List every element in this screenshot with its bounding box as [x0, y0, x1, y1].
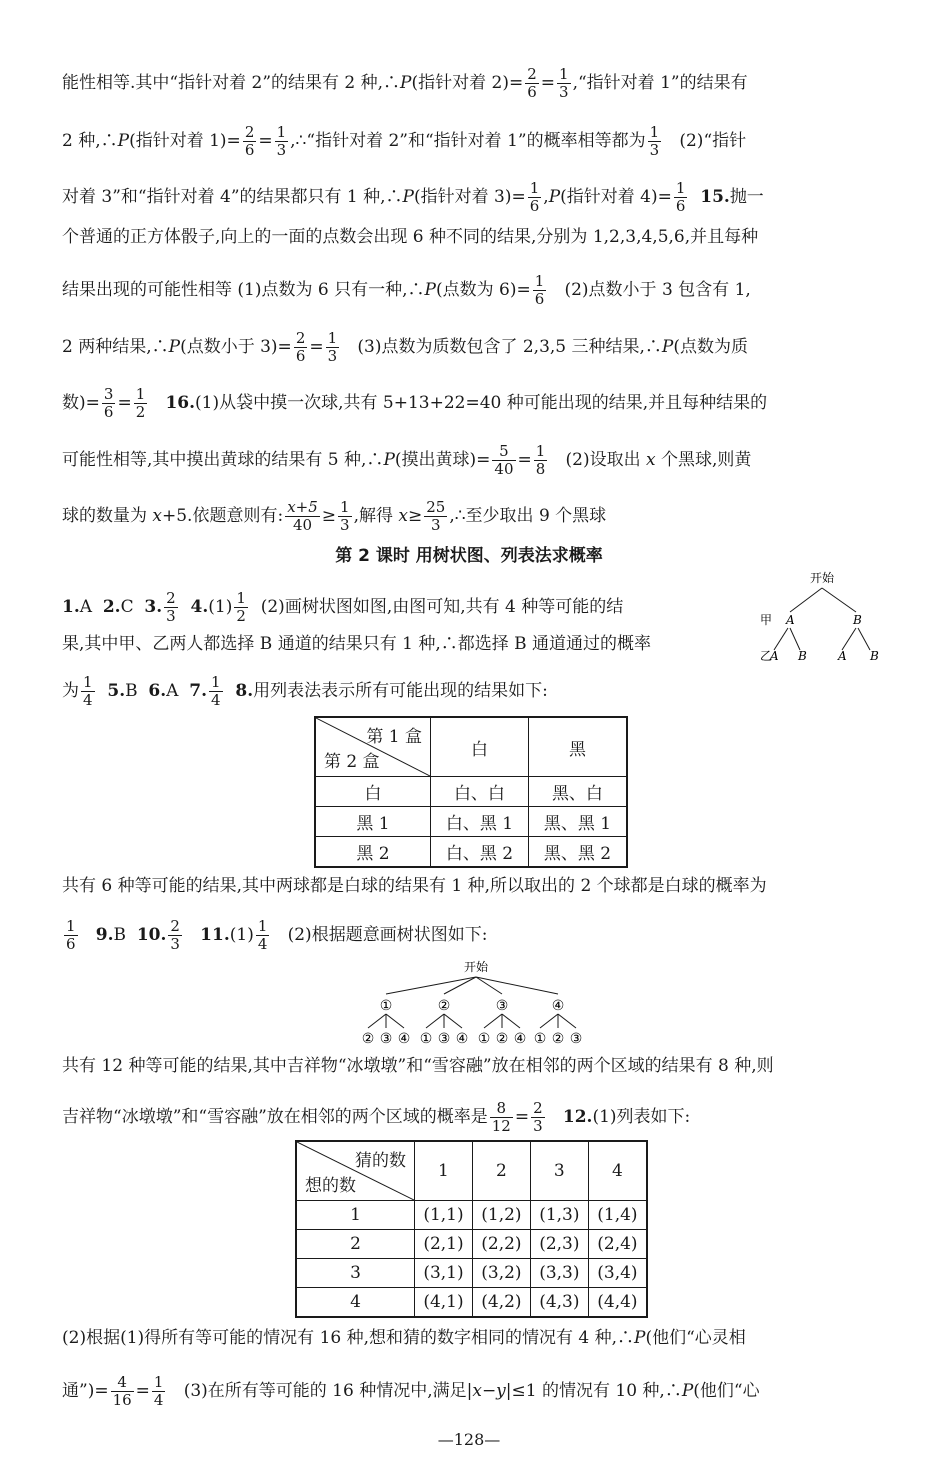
fraction: $\frac{1}{3}$ [649, 123, 660, 159]
tree-node: B [870, 649, 879, 663]
tree-root: 开始 [463, 960, 489, 974]
text-line-17 [62, 1328, 746, 1348]
geq: ≥ [321, 506, 337, 526]
variable: x [152, 506, 162, 526]
table-cell: (1,2) [472, 1201, 530, 1230]
tree-leaf: ② [361, 1031, 375, 1047]
table-cell: 黑、黑 2 [528, 837, 627, 867]
tree-edge [558, 1014, 576, 1028]
text: (2)点数小于 3 包含有 1, [564, 280, 751, 300]
fraction: $\frac{2}{6}$ [244, 123, 255, 159]
section-title: 第 2 课时 用树状图、列表法求概率 [335, 546, 603, 566]
fraction: $\frac{1}{4}$ [153, 1373, 164, 1409]
row-header: 黑 2 [315, 837, 431, 867]
text: 球的数量为 [62, 506, 147, 526]
fraction: $\frac{2}{3}$ [170, 917, 180, 953]
tree-edge [858, 628, 870, 650]
tree-leaf: ④ [455, 1031, 469, 1047]
tree-edge [774, 628, 788, 650]
tree-leaf: ③ [437, 1031, 451, 1047]
prob-symbol: P [400, 73, 412, 93]
tree-node: B [798, 649, 807, 663]
text: 通”)= [62, 1381, 109, 1401]
question-number: 11. [200, 925, 230, 945]
table-cell: (1,1) [415, 1201, 473, 1230]
table-cell: (1,4) [588, 1201, 647, 1230]
question-number: 1. [62, 597, 80, 617]
text: ,∴“指针对着 2”和“指针对着 1”的概率相等都为 [290, 131, 646, 151]
text: 个黑球,则黄 [661, 450, 752, 470]
text: (点数小于 3)= [180, 337, 292, 357]
question-number: 5. [107, 681, 126, 701]
row-header-label: 第 2 盒 [324, 752, 380, 772]
equals: = [117, 393, 132, 413]
prob-symbol: P [383, 450, 395, 470]
table-corner-cell [296, 1141, 415, 1201]
table-row [315, 807, 627, 837]
text: (1)列表如下: [592, 1107, 691, 1127]
table-cell: (2,3) [530, 1230, 588, 1259]
row-header: 2 [296, 1230, 415, 1259]
text-line-15 [62, 1056, 774, 1076]
text-line-16 [62, 1100, 690, 1135]
text: 为 [62, 681, 79, 701]
fraction: $\frac{3}{6}$ [103, 385, 114, 421]
text: ,∴至少取出 9 个黑球 [449, 506, 607, 526]
prob-symbol: P [661, 337, 674, 357]
question-number: 2. [102, 597, 121, 617]
result-table-1 [314, 716, 628, 868]
answer: A [79, 597, 93, 617]
fraction: $\frac{8}{12}$ [491, 1099, 511, 1135]
text: 2 两种结果,∴ [62, 337, 169, 357]
text: 结果出现的可能性相等 (1)点数为 6 只有一种,∴ [62, 280, 425, 300]
table-cell: (3,3) [530, 1259, 588, 1288]
fraction: $\frac{2}{3}$ [166, 589, 176, 625]
tree-leaf: ① [419, 1031, 433, 1047]
question-number: 10. [136, 925, 167, 945]
text: (他们“心灵相 [645, 1328, 746, 1348]
table-cell: 黑、黑 1 [528, 807, 627, 837]
col-header: 1 [415, 1141, 473, 1201]
fraction: $\frac{2}{3}$ [533, 1099, 543, 1135]
text-line-3 [62, 180, 764, 215]
tree-leaf: ④ [513, 1031, 527, 1047]
row-header: 4 [296, 1288, 415, 1317]
prob-symbol: P [681, 1381, 694, 1401]
text: (2)设取出 [565, 450, 641, 470]
text: 个普通的正方体骰子,向上的一面的点数会出现 6 种不同的结果,分别为 1,2,3,4,5,6,并且每种 [62, 227, 759, 247]
text: (1)从袋中摸一次球,共有 5+13+22=40 种可能出现的结果,并且每种结果的 [195, 393, 768, 413]
variable: x [646, 450, 656, 470]
text: (3)在所有等可能的 16 种情况中,满足 [183, 1381, 467, 1401]
table-cell: (2,1) [415, 1230, 473, 1259]
variable: x≥ [398, 506, 423, 526]
question-number: 8. [235, 681, 254, 701]
text: (指针对着 2)= [411, 73, 524, 93]
fraction: $\frac{1}{3}$ [276, 123, 287, 159]
question-number: 9. [95, 925, 114, 945]
text-line-2 [62, 124, 746, 159]
table-row [296, 1230, 647, 1259]
col-header-label: 第 1 盒 [366, 727, 422, 747]
tree-node: A [786, 613, 795, 627]
tree-leaf: ② [495, 1031, 509, 1047]
tree-edge [790, 628, 800, 650]
fraction: $\frac{1}{3}$ [327, 329, 338, 365]
text: 数)= [62, 393, 100, 413]
answer: B [125, 681, 138, 701]
text: 吉祥物“冰墩墩”和“雪容融”放在相邻的两个区域的概率是 [62, 1107, 488, 1127]
fraction: $\frac{1}{6}$ [534, 272, 545, 308]
tree-leaf: ③ [379, 1031, 393, 1047]
row-header: 白 [315, 777, 431, 807]
text: 2 种,∴ [62, 131, 118, 151]
text-line-6 [62, 330, 748, 365]
table-cell: (3,2) [472, 1259, 530, 1288]
table-cell: (4,1) [415, 1288, 473, 1317]
text: ≤1 的情况有 10 种,∴ [511, 1381, 682, 1401]
text: 对着 3”和“指针对着 4”的结果都只有 1 种,∴ [62, 187, 403, 207]
text: (指针对着 4)= [560, 187, 672, 207]
equals: = [514, 1107, 530, 1127]
row-header: 黑 1 [315, 807, 431, 837]
table-cell: 白、黑 1 [431, 807, 529, 837]
table-cell: 白、白 [431, 777, 529, 807]
fraction: $\frac{1}{6}$ [675, 179, 686, 215]
tree-edge [502, 1014, 520, 1028]
text: 共有 12 种等可能的结果,其中吉祥物“冰墩墩”和“雪容融”放在相邻的两个区域的结果有 8 种,则 [62, 1056, 774, 1076]
equals: = [309, 337, 324, 357]
tree-edge [426, 1014, 444, 1028]
table-cell: (4,4) [588, 1288, 647, 1317]
text-line-7 [62, 386, 767, 421]
question-number: 12. [562, 1107, 593, 1127]
text: 用列表法表示所有可能出现的结果如下: [253, 681, 548, 701]
col-header: 黑 [528, 717, 627, 777]
prob-symbol: P [168, 337, 181, 357]
tree-node: ④ [551, 998, 565, 1014]
fraction: $\frac{1}{3}$ [559, 65, 569, 101]
tree-leaf: ① [477, 1031, 491, 1047]
tree-root: 开始 [809, 571, 835, 585]
tree-edge [540, 1014, 558, 1028]
prob-symbol: P [117, 131, 130, 151]
text: (指针对着 1)= [129, 131, 241, 151]
tree-edge [368, 1014, 386, 1028]
fraction: $\frac{x+5}{40}$ [287, 498, 318, 534]
tree-diagram-1 [760, 568, 890, 668]
table-row [315, 837, 627, 867]
tree-leaf: ① [533, 1031, 547, 1047]
tree-leaf: ③ [569, 1031, 583, 1047]
fraction: $\frac{2}{6}$ [295, 329, 306, 365]
table-cell: (4,3) [530, 1288, 588, 1317]
equals: = [258, 131, 273, 151]
text: 共有 6 种等可能的结果,其中两球都是白球的结果有 1 种,所以取出的 2 个球都是白球的概率为 [62, 876, 767, 896]
tree-level-label: 乙 [760, 649, 773, 663]
text: (2)“指针 [679, 131, 747, 151]
text-line-12 [62, 674, 548, 709]
col-header: 2 [472, 1141, 530, 1201]
fraction: $\frac{1}{4}$ [257, 917, 268, 953]
text: ,“指针对着 1”的结果有 [572, 73, 748, 93]
text: (2)根据(1)得所有等可能的情况有 16 种,想和猜的数字相同的情况有 4 种,∴ [62, 1328, 635, 1348]
answer: B [113, 925, 127, 945]
text-line-5 [62, 273, 751, 308]
text-line-1 [62, 66, 748, 101]
text: (指针对着 3)= [414, 187, 526, 207]
text-line-11 [62, 634, 651, 654]
text: (2)根据题意画树状图如下: [287, 925, 488, 945]
fraction: $\frac{1}{4}$ [211, 673, 221, 709]
col-header: 3 [530, 1141, 588, 1201]
equals: = [517, 450, 532, 470]
tree-edge [386, 977, 476, 994]
equals: = [135, 1381, 150, 1401]
tree-diagram-2 [350, 958, 600, 1048]
table-cell: 白、黑 2 [431, 837, 529, 867]
table-cell: (2,4) [588, 1230, 647, 1259]
text: (2)画树状图如图,由图可知,共有 4 种等可能的结 [260, 597, 624, 617]
col-header-label: 猜的数 [355, 1151, 406, 1171]
question-number: 6. [148, 681, 167, 701]
prob-symbol: P [548, 187, 561, 207]
question-number: 16. [165, 393, 196, 413]
row-header: 1 [296, 1201, 415, 1230]
fraction: $\frac{1}{4}$ [83, 673, 93, 709]
fraction: $\frac{25}{3}$ [426, 498, 446, 534]
text: (1) [208, 597, 233, 617]
prob-symbol: P [634, 1328, 646, 1348]
answer: A [166, 681, 179, 701]
table-row [296, 1201, 647, 1230]
col-header: 白 [431, 717, 529, 777]
tree-edge [842, 628, 856, 650]
table-cell: 黑、白 [528, 777, 627, 807]
tree-node: A [838, 649, 847, 663]
row-header: 3 [296, 1259, 415, 1288]
question-number: 3. [144, 597, 163, 617]
table-cell: (1,3) [530, 1201, 588, 1230]
text: (3)点数为质数包含了 2,3,5 三种结果,∴ [357, 337, 662, 357]
table-row [296, 1259, 647, 1288]
text-line-14 [62, 918, 487, 953]
tree-edge [822, 588, 856, 612]
tree-leaf: ② [551, 1031, 565, 1047]
fraction: $\frac{4}{16}$ [112, 1373, 132, 1409]
text-line-13 [62, 876, 767, 896]
fraction: $\frac{1}{3}$ [340, 498, 350, 534]
tree-node: ③ [495, 998, 509, 1014]
tree-node: B [853, 613, 862, 627]
table-corner-cell [315, 717, 431, 777]
fraction: $\frac{1}{6}$ [66, 917, 76, 953]
tree-level-label: 甲 [760, 613, 773, 627]
fraction: $\frac{1}{2}$ [135, 385, 146, 421]
text-line-18 [62, 1374, 760, 1409]
text: ,解得 [353, 506, 393, 526]
abs-expression: |x−y| [466, 1381, 512, 1401]
comma: , [543, 187, 549, 207]
fraction: $\frac{1}{6}$ [529, 179, 540, 215]
table-cell: (3,4) [588, 1259, 647, 1288]
table-cell: (2,2) [472, 1230, 530, 1259]
question-number: 7. [189, 681, 208, 701]
answer: C [120, 597, 134, 617]
fraction: $\frac{1}{2}$ [236, 589, 246, 625]
text: (点数为质 [673, 337, 749, 357]
text: 抛一 [729, 187, 764, 207]
fraction: $\frac{5}{40}$ [494, 442, 514, 478]
text-line-4 [62, 227, 758, 247]
prob-symbol: P [424, 280, 436, 300]
text: (点数为 6)= [435, 280, 531, 300]
text: +5.依题意则有: [162, 506, 284, 526]
text: (摸出黄球)= [394, 450, 491, 470]
tree-edge [386, 1014, 404, 1028]
table-row [296, 1288, 647, 1317]
text: 能性相等.其中“指针对着 2”的结果有 2 种,∴ [62, 73, 401, 93]
fraction: $\frac{1}{8}$ [535, 442, 546, 478]
text: (1) [229, 925, 254, 945]
text: (他们“心 [693, 1381, 760, 1401]
equals: = [540, 73, 556, 93]
fraction: $\frac{2}{6}$ [527, 65, 537, 101]
question-number: 15. [700, 187, 730, 207]
text-line-8 [62, 443, 751, 478]
text-line-9 [62, 499, 606, 534]
page-number: —128— [437, 1430, 501, 1449]
row-header-label: 想的数 [305, 1176, 356, 1196]
prob-symbol: P [402, 187, 414, 207]
text: 可能性相等,其中摸出黄球的结果有 5 种,∴ [62, 450, 384, 470]
tree-node: ① [379, 998, 393, 1014]
table-cell: (3,1) [415, 1259, 473, 1288]
text-line-10 [62, 590, 623, 625]
result-table-2 [295, 1140, 648, 1318]
tree-edge [484, 1014, 502, 1028]
tree-node: A [770, 649, 779, 663]
tree-edge [444, 1014, 462, 1028]
tree-node: ② [437, 998, 451, 1014]
col-header: 4 [588, 1141, 647, 1201]
tree-edge [790, 588, 822, 612]
tree-leaf: ④ [397, 1031, 411, 1047]
table-cell: (4,2) [472, 1288, 530, 1317]
text: 果,其中甲、乙两人都选择 B 通道的结果只有 1 种,∴都选择 B 通道通过的概率 [62, 634, 652, 654]
question-number: 4. [190, 597, 209, 617]
table-row [315, 777, 627, 807]
